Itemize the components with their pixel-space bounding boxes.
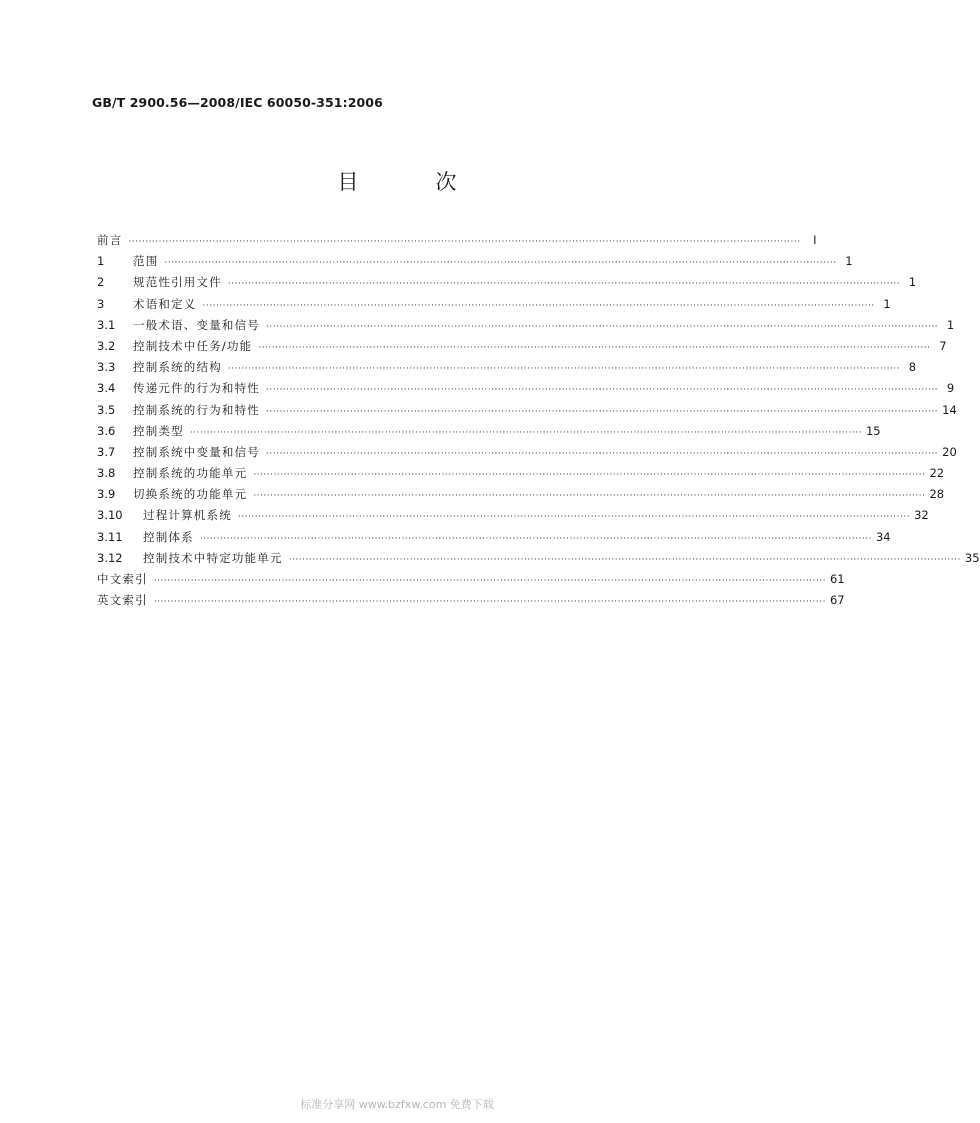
toc-entry[interactable] xyxy=(97,315,955,336)
toc-entry-number: 3.7 xyxy=(97,444,116,459)
toc-entry[interactable] xyxy=(97,442,957,463)
toc-entry-page: 28 xyxy=(929,487,945,502)
toc-entry[interactable] xyxy=(97,548,980,569)
toc-entry-label: 切换系统的功能单元 xyxy=(133,487,248,502)
toc-entry[interactable] xyxy=(97,251,853,272)
toc-entry-label: 传递元件的行为和特性 xyxy=(133,381,260,396)
toc-entry-page: 15 xyxy=(865,423,881,438)
toc-dot-leader: ········································································································································································································ xyxy=(227,364,901,375)
toc-dot-leader: ········································································································································································································ xyxy=(266,406,939,417)
toc-entry[interactable] xyxy=(97,569,845,590)
toc-entry-page: 67 xyxy=(829,593,845,608)
toc-entry-number: 3.6 xyxy=(97,423,116,438)
toc-entry-number: 3.1 xyxy=(97,317,116,332)
toc-entry-label: 过程计算机系统 xyxy=(143,508,232,523)
toc-dot-leader: ········································································································································································································ xyxy=(266,385,939,396)
toc-entry[interactable] xyxy=(97,294,891,315)
toc-entry-number: 1 xyxy=(97,254,105,269)
toc-entry-number: 3.8 xyxy=(97,466,116,481)
toc-entry[interactable] xyxy=(97,357,917,378)
toc-entry-page: 8 xyxy=(908,360,917,375)
toc-dot-leader: ········································································································································································································ xyxy=(189,427,862,438)
standard-code-header: GB/T 2900.56—2008/IEC 60050-351:2006 xyxy=(92,95,383,110)
toc-entry-label: 规范性引用文件 xyxy=(133,275,222,290)
toc-entry-page: 1 xyxy=(908,275,917,290)
toc-dot-leader: ········································································································································································································ xyxy=(164,258,837,269)
toc-entry[interactable] xyxy=(97,230,817,251)
toc-entry-label: 控制技术中特定功能单元 xyxy=(143,550,283,565)
toc-entry-label: 控制系统中变量和信号 xyxy=(133,444,260,459)
toc-dot-leader: ········································································································································································································ xyxy=(266,448,939,459)
toc-entry-label: 范围 xyxy=(133,254,159,269)
toc-dot-leader: ········································································································································································································ xyxy=(128,237,801,247)
toc-entry-label: 一般术语、变量和信号 xyxy=(133,317,260,332)
toc-entry-number: 3.10 xyxy=(97,508,123,523)
toc-dot-leader: ········································································································································································································ xyxy=(253,470,926,481)
toc-entry-page: 22 xyxy=(929,466,945,481)
toc-entry-number: 2 xyxy=(97,275,105,290)
page-title: 目 次 xyxy=(337,170,485,194)
toc-entry[interactable] xyxy=(97,527,891,548)
toc-entry-number: 3.11 xyxy=(97,529,123,544)
toc-entry-label: 控制系统的行为和特性 xyxy=(133,402,260,417)
toc-entry[interactable] xyxy=(97,378,955,399)
toc-entry-number: 3.12 xyxy=(97,550,123,565)
toc-entry-number: 3.4 xyxy=(97,381,116,396)
toc-entry[interactable] xyxy=(97,590,845,611)
toc-entry-page: 9 xyxy=(946,381,955,396)
toc-entry-page: 32 xyxy=(914,508,929,523)
toc-entry[interactable] xyxy=(97,505,929,526)
toc-entry-number: 3.2 xyxy=(97,338,116,353)
toc-entry-label: 控制体系 xyxy=(143,529,194,544)
toc-dot-leader: ········································································································································································································ xyxy=(253,491,926,502)
toc-dot-leader: ········································································································································································································ xyxy=(237,512,911,523)
toc-entry-number: 3.5 xyxy=(97,402,116,417)
toc-entry-label: 控制类型 xyxy=(133,423,184,438)
toc-entry-page: 1 xyxy=(883,296,891,311)
toc-dot-leader: ········································································································································································································ xyxy=(227,279,901,290)
toc-entry-number: 3.9 xyxy=(97,487,116,502)
toc-entry-label: 控制技术中任务/功能 xyxy=(133,338,253,353)
toc-dot-leader: ········································································································································································································ xyxy=(153,597,826,608)
toc-entry-label: 前言 xyxy=(97,233,123,247)
toc-dot-leader: ········································································································································································································ xyxy=(288,554,961,565)
toc-entry-page: 34 xyxy=(875,529,891,544)
toc-entry-number: 3 xyxy=(97,296,105,311)
toc-entry-page: 7 xyxy=(939,338,947,353)
toc-entry-label: 中文索引 xyxy=(97,572,148,586)
watermark-text: 标准分享网 www.bzfxw.com 免费下载 xyxy=(300,1098,494,1111)
toc-entry-page: 20 xyxy=(942,444,957,459)
toc-entry-page: 14 xyxy=(942,402,957,417)
table-of-contents xyxy=(97,230,980,611)
toc-dot-leader: ········································································································································································································ xyxy=(199,533,872,544)
toc-entry-label: 控制系统的功能单元 xyxy=(133,466,248,481)
toc-entry-label: 控制系统的结构 xyxy=(133,360,222,375)
toc-entry[interactable] xyxy=(97,463,945,484)
toc-entry-page: 61 xyxy=(829,572,845,586)
toc-dot-leader: ········································································································································································································ xyxy=(153,576,826,586)
toc-entry[interactable] xyxy=(97,272,917,293)
toc-dot-leader: ········································································································································································································ xyxy=(258,342,931,353)
toc-dot-leader: ········································································································································································································ xyxy=(202,300,875,311)
toc-entry-page: 35 xyxy=(964,550,980,565)
toc-entry[interactable] xyxy=(97,421,881,442)
toc-entry-page: 1 xyxy=(845,254,853,269)
toc-entry-page: 1 xyxy=(946,317,955,332)
toc-entry[interactable] xyxy=(97,484,945,505)
toc-entry-number: 3.3 xyxy=(97,360,116,375)
toc-entry[interactable] xyxy=(97,336,947,357)
toc-entry-page: Ⅰ xyxy=(813,233,817,247)
toc-entry-label: 英文索引 xyxy=(97,593,148,608)
toc-entry[interactable] xyxy=(97,400,957,421)
toc-dot-leader: ········································································································································································································ xyxy=(266,321,939,332)
toc-entry-label: 术语和定义 xyxy=(133,296,197,311)
